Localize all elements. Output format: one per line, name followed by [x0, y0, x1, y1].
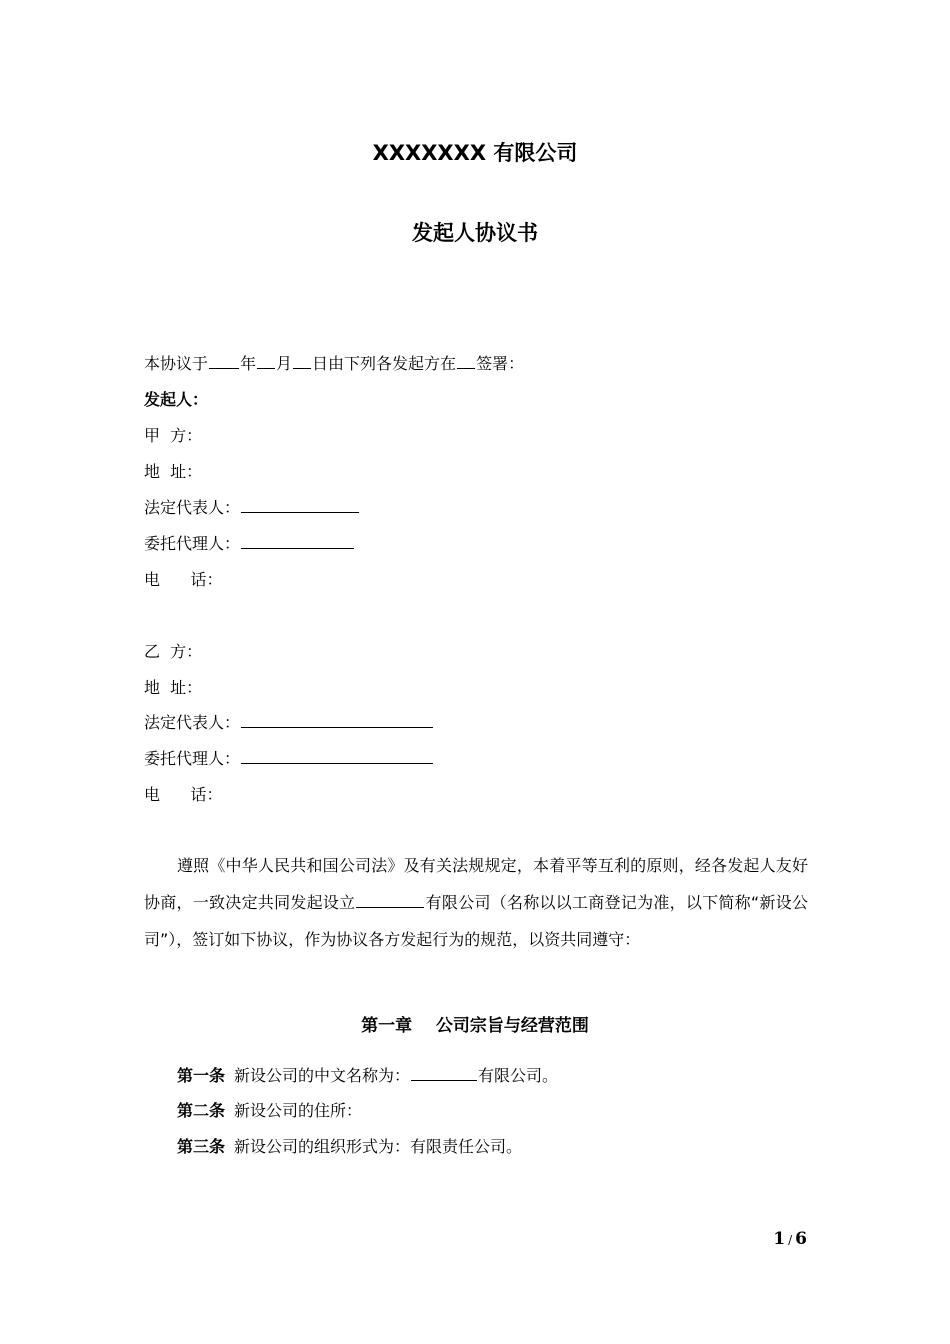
- intro-text-1: 本协议于: [144, 354, 209, 373]
- party-a-agent: [144, 533, 355, 555]
- day-blank: [293, 354, 311, 369]
- party-b-legal-rep-blank: [241, 713, 433, 728]
- party-a-legal-rep-label: 法定代表人：: [144, 498, 241, 517]
- party-b-name-label: 乙 方：: [144, 642, 203, 661]
- chinese-name-blank: [411, 1066, 477, 1081]
- article-1: [177, 1065, 558, 1087]
- place-blank: [457, 354, 475, 369]
- current-page: 1: [773, 1229, 786, 1249]
- article-3-number: 第三条: [177, 1137, 226, 1156]
- preamble-text-2: 有限公司（名称以以工商登记为准，以下简称“新设公司”），签订如下协议，作为协议各方发起行为的规范，以资共同遵守：: [144, 893, 808, 949]
- intro-text-4: 日由下列各发起方在: [312, 354, 457, 373]
- article-3: [177, 1136, 522, 1158]
- article-1-suffix: 有限公司。: [478, 1066, 559, 1085]
- total-pages: 6: [795, 1229, 807, 1249]
- party-b-address-label: 地 址：: [144, 678, 203, 697]
- party-b-legal-rep-label: 法定代表人：: [144, 713, 241, 732]
- page-separator: /: [788, 1233, 793, 1247]
- party-b-phone-label: 电 话：: [144, 785, 223, 804]
- preamble-paragraph: [144, 847, 808, 958]
- party-b-legal-rep: [144, 712, 434, 734]
- party-a-legal-rep: [144, 497, 360, 519]
- party-a-name-label: 甲 方：: [144, 426, 203, 445]
- article-2: [177, 1100, 362, 1122]
- article-1-text: 新设公司的中文名称为：: [234, 1066, 411, 1085]
- party-b-agent-blank: [241, 749, 433, 764]
- intro-text-3: 月: [276, 354, 293, 373]
- article-3-text: 新设公司的组织形式为：有限责任公司。: [234, 1137, 523, 1156]
- company-title: XXXXXXX 有限公司: [372, 141, 578, 165]
- party-b-agent: [144, 748, 434, 770]
- party-a-agent-label: 委托代理人：: [144, 534, 241, 553]
- article-1-number: 第一条: [177, 1066, 226, 1085]
- party-a-legal-rep-blank: [241, 498, 359, 513]
- document-title: 发起人协议书: [412, 221, 538, 245]
- preamble-text-1: 遵照《中华人民共和国公司法》及有关法规规定，本着平等互利的原则，经各发起人友好协商，一致决定共同发起设立: [144, 856, 808, 912]
- article-2-text: 新设公司的住所：: [234, 1101, 363, 1120]
- party-a-agent-blank: [241, 534, 354, 549]
- party-a-address-label: 地 址：: [144, 462, 203, 481]
- chapter-1-title: 第一章 公司宗旨与经营范围: [361, 1016, 589, 1036]
- page-number: [773, 1228, 807, 1251]
- party-a-phone-label: 电 话：: [144, 570, 223, 589]
- year-blank: [209, 354, 239, 369]
- company-name-blank: [356, 893, 424, 908]
- intro-text-2: 年: [240, 354, 257, 373]
- party-b-agent-label: 委托代理人：: [144, 749, 241, 768]
- month-blank: [257, 354, 275, 369]
- article-2-number: 第二条: [177, 1101, 226, 1120]
- signing-statement: [144, 353, 524, 375]
- founders-label: 发起人：: [144, 390, 209, 409]
- intro-text-5: 签署：: [476, 354, 525, 373]
